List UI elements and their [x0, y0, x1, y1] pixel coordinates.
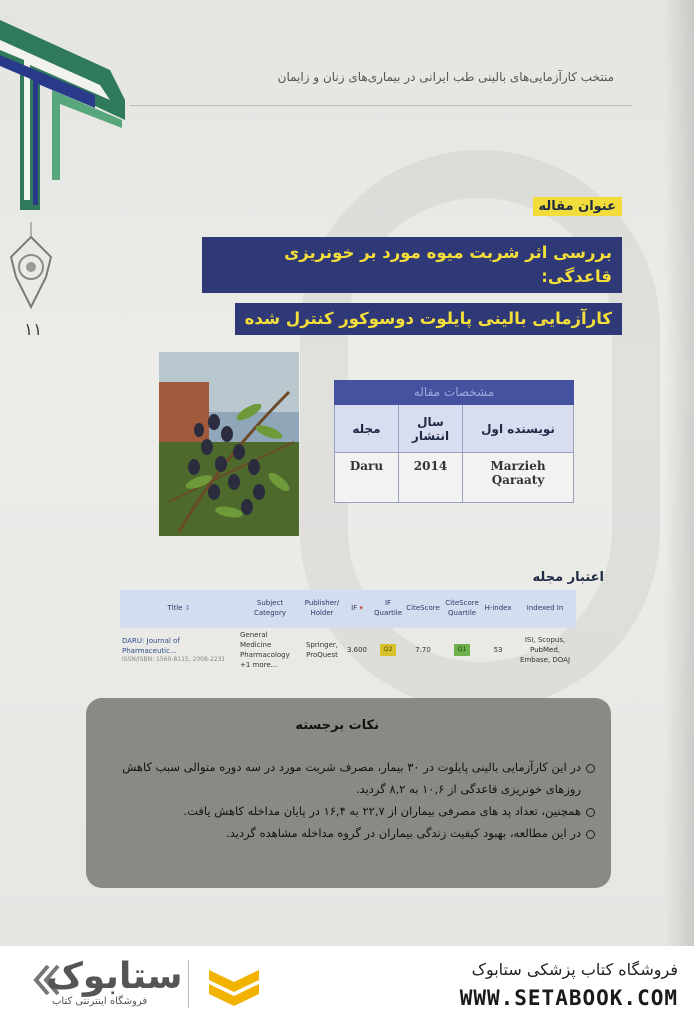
- spec-journal: Daru: [335, 453, 399, 503]
- cell-publisher: Springer, ProQuest: [306, 640, 338, 659]
- journal-issn: ISSN/ISBN: 1560-8115, 2008-2231: [122, 655, 226, 663]
- col-if: IF ▾: [342, 590, 372, 628]
- spec-author: Marzieh Qaraaty: [463, 453, 574, 503]
- highlight-item: در این کارآزمایی بالینی پایلوت در ۳۰ بیمار، مصرف شربت مورد در سه دوره متوالی سبب کاهش روزهای خونریزی قاعدگی از ۱۰,۶ به ۸,۲ گردید.: [95, 756, 595, 800]
- col-citescore-quartile: CiteScore Quartile: [442, 590, 482, 628]
- cell-subject: [238, 628, 302, 672]
- article-title: [202, 237, 622, 345]
- logo-chevron-icon: [205, 966, 263, 1008]
- subject-item: Pharmacology: [240, 651, 290, 659]
- myrtle-berries-photo: [159, 352, 299, 536]
- medallion-ornament-icon: [6, 222, 56, 312]
- cell-title: [120, 628, 238, 672]
- spec-year: 2014: [399, 453, 463, 503]
- article-spec-table: [334, 380, 574, 503]
- cell-indexed-in: ISI, Scopus, PubMed, Embase, DOAJ: [520, 635, 571, 665]
- highlights-title: نکات برجسته: [295, 718, 379, 733]
- article-title-line-2: کارآزمایی بالینی پایلوت دوسوکور کنترل شده: [235, 303, 622, 335]
- subject-item: General Medicine: [240, 630, 272, 649]
- citescore-quartile-badge: Q1: [454, 644, 469, 655]
- corner-ornament-icon: [0, 0, 130, 230]
- highlights-box: [86, 698, 611, 888]
- header-rule: [130, 105, 632, 106]
- highlight-item: همچنین، تعداد پد های مصرفی بیماران از ۲۲,۷ به ۱۶,۴ در پایان مداخله کاهش یافت.: [95, 800, 595, 822]
- store-name: فروشگاه کتاب پزشکی ستابوک: [471, 960, 678, 979]
- cell-citescore: 7.70: [415, 645, 431, 654]
- section-label: عنوان مقاله: [533, 197, 622, 216]
- col-citescore: CiteScore: [404, 590, 442, 628]
- spec-header-journal: مجله: [335, 405, 399, 453]
- logo-wordmark: ستابوک: [46, 956, 183, 997]
- col-if-quartile: IF Quartile: [372, 590, 404, 628]
- col-indexed-in: Indexed In: [514, 590, 576, 628]
- subject-more-link[interactable]: +1 more...: [240, 661, 278, 670]
- spec-header-author: نویسنده اول: [463, 405, 574, 453]
- journal-title-link[interactable]: DARU: Journal of Pharmaceutic...: [122, 636, 180, 655]
- spec-header-year: سال انتشار: [399, 405, 463, 453]
- journal-metrics-table: [120, 590, 576, 672]
- logo-divider: [188, 960, 189, 1008]
- store-url-link[interactable]: WWW.SETABOOK.COM: [459, 986, 678, 1010]
- article-title-line-1: بررسی اثر شربت میوه مورد بر خونریزی قاعدگی:: [202, 237, 622, 293]
- cell-citescore-quartile: [442, 628, 482, 672]
- cell-if: 3.600: [346, 645, 368, 654]
- col-subject: Subject Category: [238, 590, 302, 628]
- logo-subtitle: فروشگاه اینترنتی کتاب: [52, 996, 148, 1007]
- col-h-index: H-index: [482, 590, 514, 628]
- highlights-list: [95, 756, 595, 844]
- journal-metrics-heading: اعتبار مجله: [532, 570, 604, 585]
- col-title: Title ⇕: [120, 590, 238, 628]
- cell-if-quartile: [372, 628, 404, 672]
- page-number: ۱۱: [24, 320, 43, 340]
- sort-icon: ⇕: [184, 604, 191, 613]
- table-row: [120, 628, 576, 672]
- spec-table-caption: مشخصات مقاله: [335, 381, 574, 405]
- store-footer: [0, 946, 694, 1024]
- highlight-item: در این مطالعه، بهبود کیفیت زندگی بیماران در گروه مداخله مشاهده گردید.: [95, 822, 595, 844]
- col-publisher: Publisher/ Holder: [302, 590, 342, 628]
- if-quartile-badge: Q2: [380, 644, 395, 655]
- cell-h-index: 53: [493, 645, 503, 654]
- running-header: منتخب کارآزمایی‌های بالینی طب ایرانی در بیماری‌های زنان و زایمان: [277, 70, 614, 84]
- sort-down-icon: ▾: [359, 604, 363, 613]
